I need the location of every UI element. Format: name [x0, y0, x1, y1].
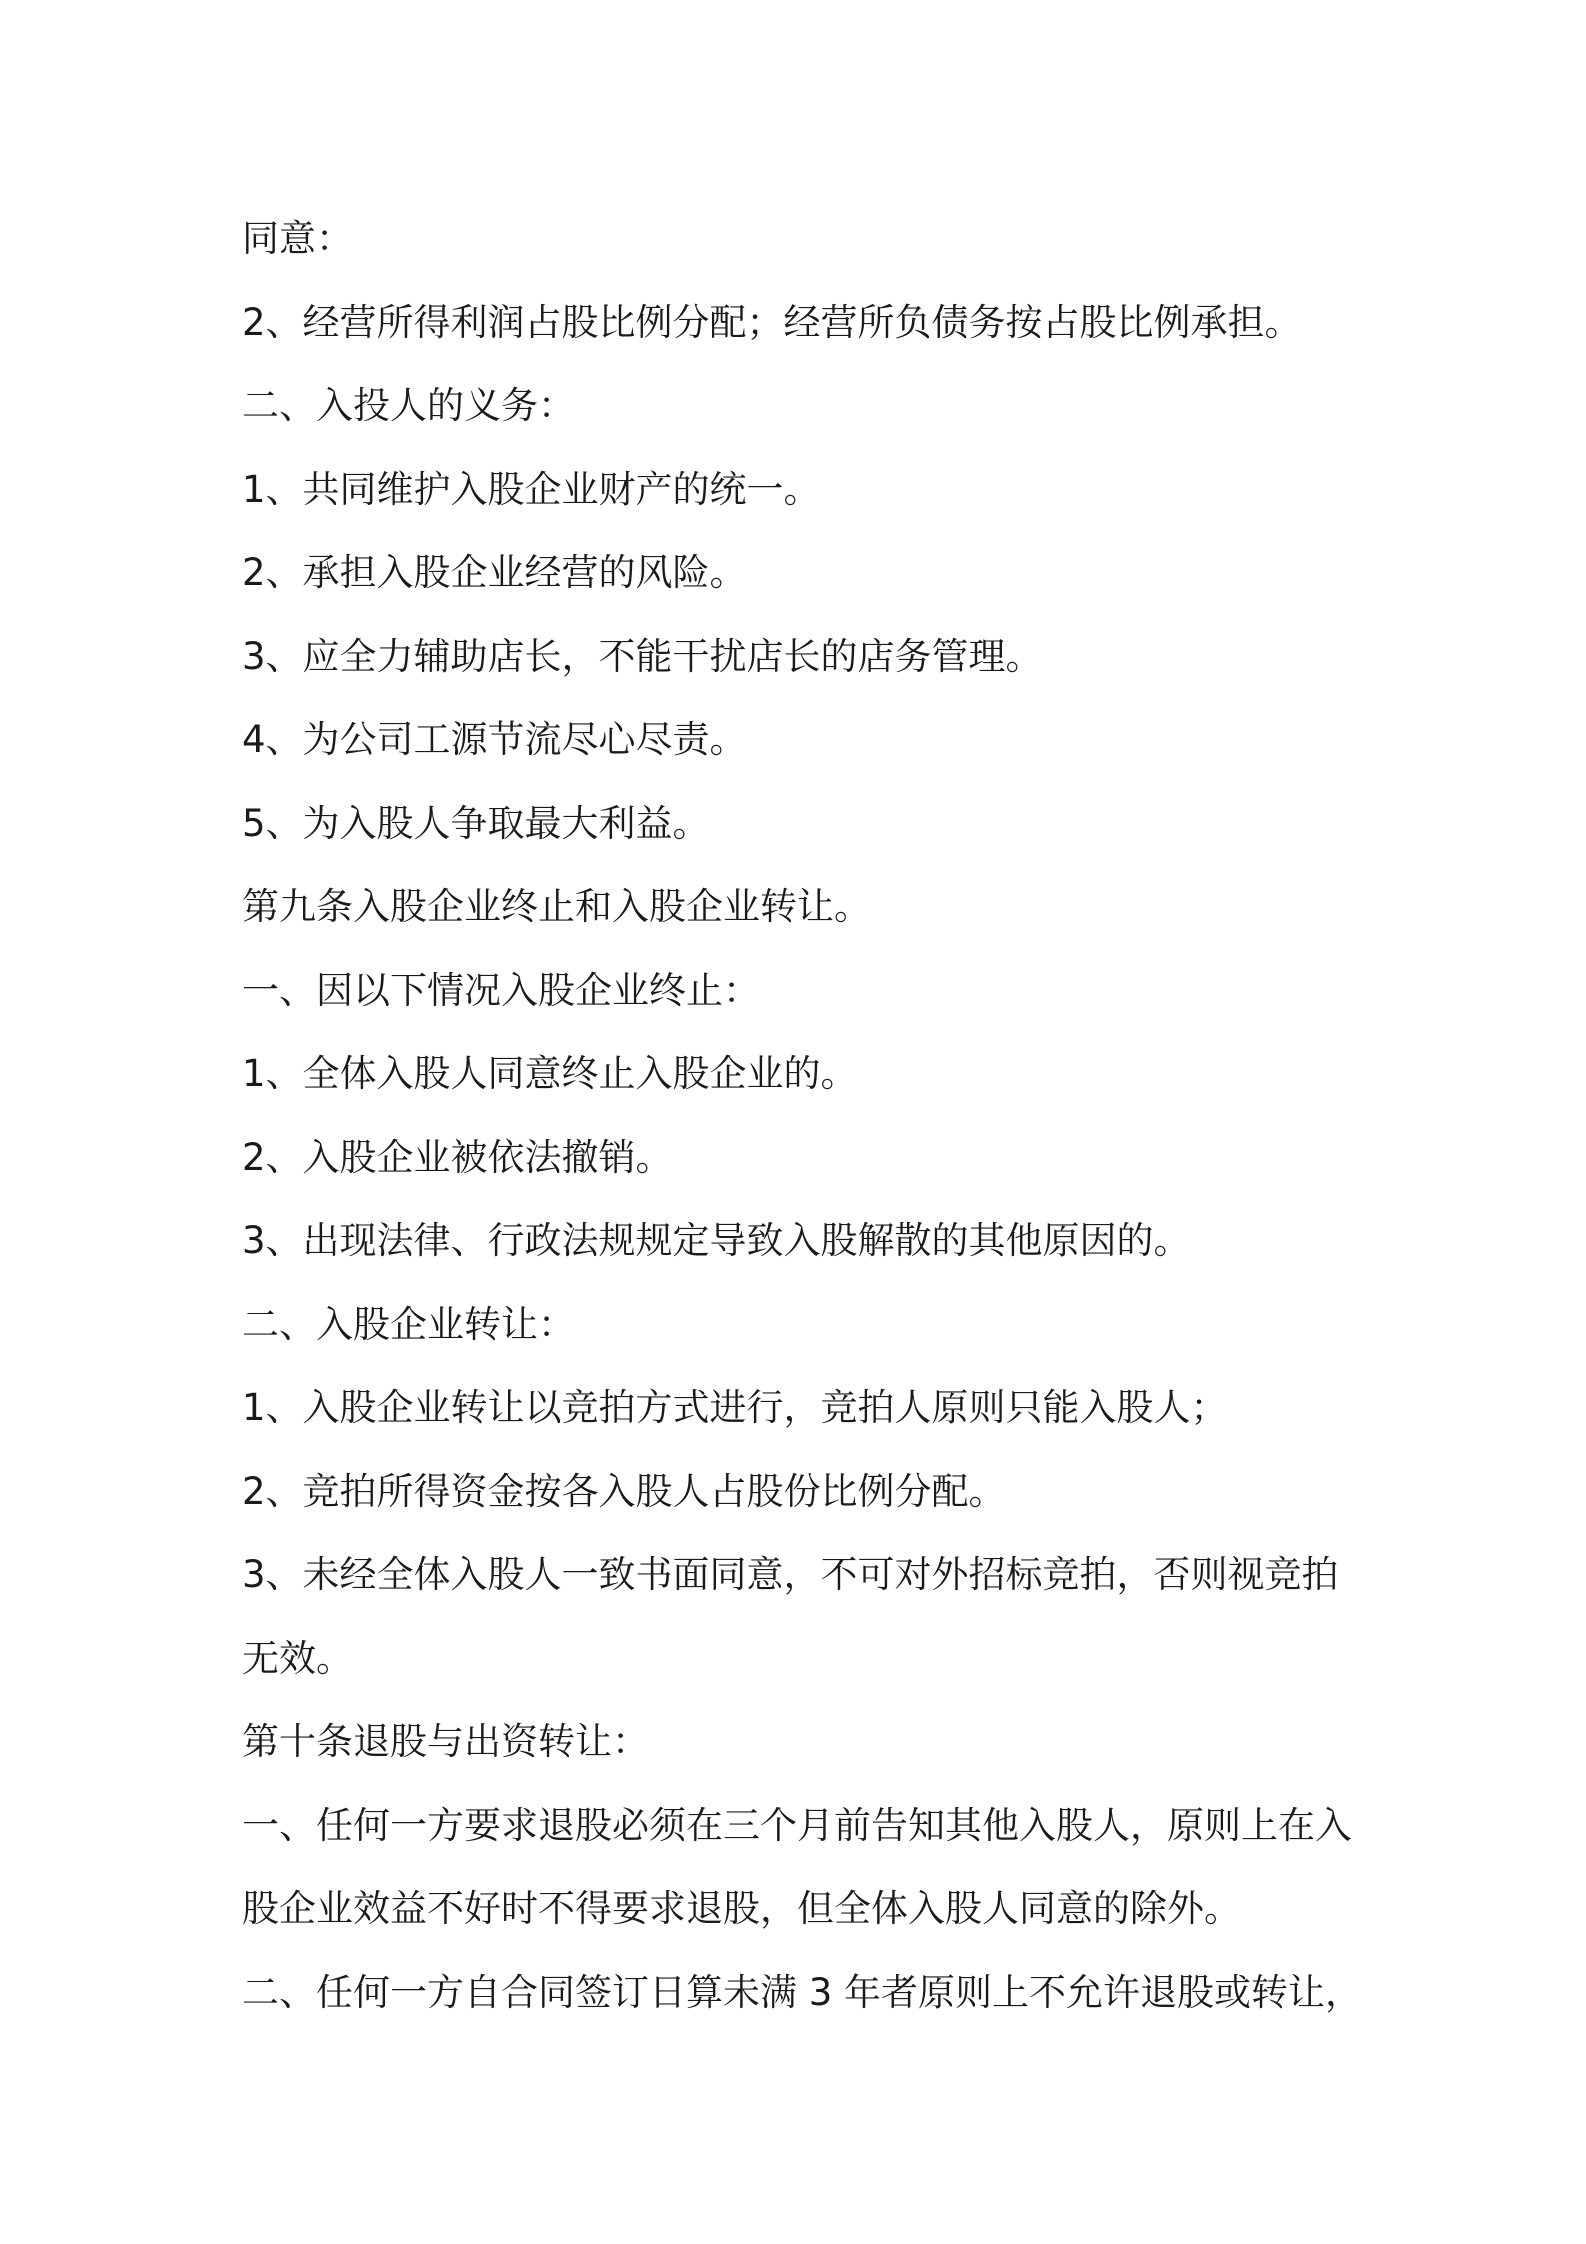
list-item: 3、未经全体入股人一致书面同意，不可对外招标竞拍，否则视竞拍 — [242, 1553, 1339, 1596]
list-item: 3、应全力辅助店长，不能干扰店长的店务管理。 — [242, 634, 1043, 678]
article-heading-9: 第九条入股企业终止和入股企业转让。 — [242, 885, 871, 928]
article-heading-10: 第十条退股与出资转让： — [242, 1720, 649, 1763]
section-heading-investor-obligations: 二、入投人的义务： — [242, 384, 575, 427]
section-heading-transfer: 二、入股企业转让： — [242, 1302, 575, 1346]
list-item: 1、全体入股人同意终止入股企业的。 — [242, 1052, 858, 1095]
document-body — [242, 197, 1362, 2034]
paragraph-line: 一、任何一方要求退股必须在三个月前告知其他入股人，原则上在入 — [242, 1803, 1352, 1847]
list-item: 4、为公司工源节流尽心尽责。 — [242, 718, 747, 761]
text-line-profit-distribution: 2、经营所得利润占股比例分配；经营所负债务按占股比例承担。 — [242, 300, 1302, 344]
list-item: 3、出现法律、行政法规规定导致入股解散的其他原因的。 — [242, 1219, 1191, 1262]
paragraph-line: 股企业效益不好时不得要求退股，但全体入股人同意的除外。 — [242, 1887, 1241, 1930]
list-item: 1、入股企业转让以竞拍方式进行，竞拍人原则只能入股人； — [242, 1386, 1228, 1429]
paragraph-line: 二、任何一方自合同签订日算未满 3 年者原则上不允许退股或转让， — [242, 1970, 1363, 2014]
list-item: 5、为入股人争取最大利益。 — [242, 801, 710, 845]
text-line-consent: 同意： — [242, 217, 353, 260]
list-item: 2、承担入股企业经营的风险。 — [242, 551, 747, 594]
list-item: 2、竞拍所得资金按各入股人占股份比例分配。 — [242, 1469, 1006, 1513]
list-item: 1、共同维护入股企业财产的统一。 — [242, 467, 821, 511]
list-item-continuation: 无效。 — [242, 1636, 353, 1680]
section-heading-termination: 一、因以下情况入股企业终止： — [242, 968, 760, 1012]
list-item: 2、入股企业被依法撤销。 — [242, 1135, 673, 1179]
